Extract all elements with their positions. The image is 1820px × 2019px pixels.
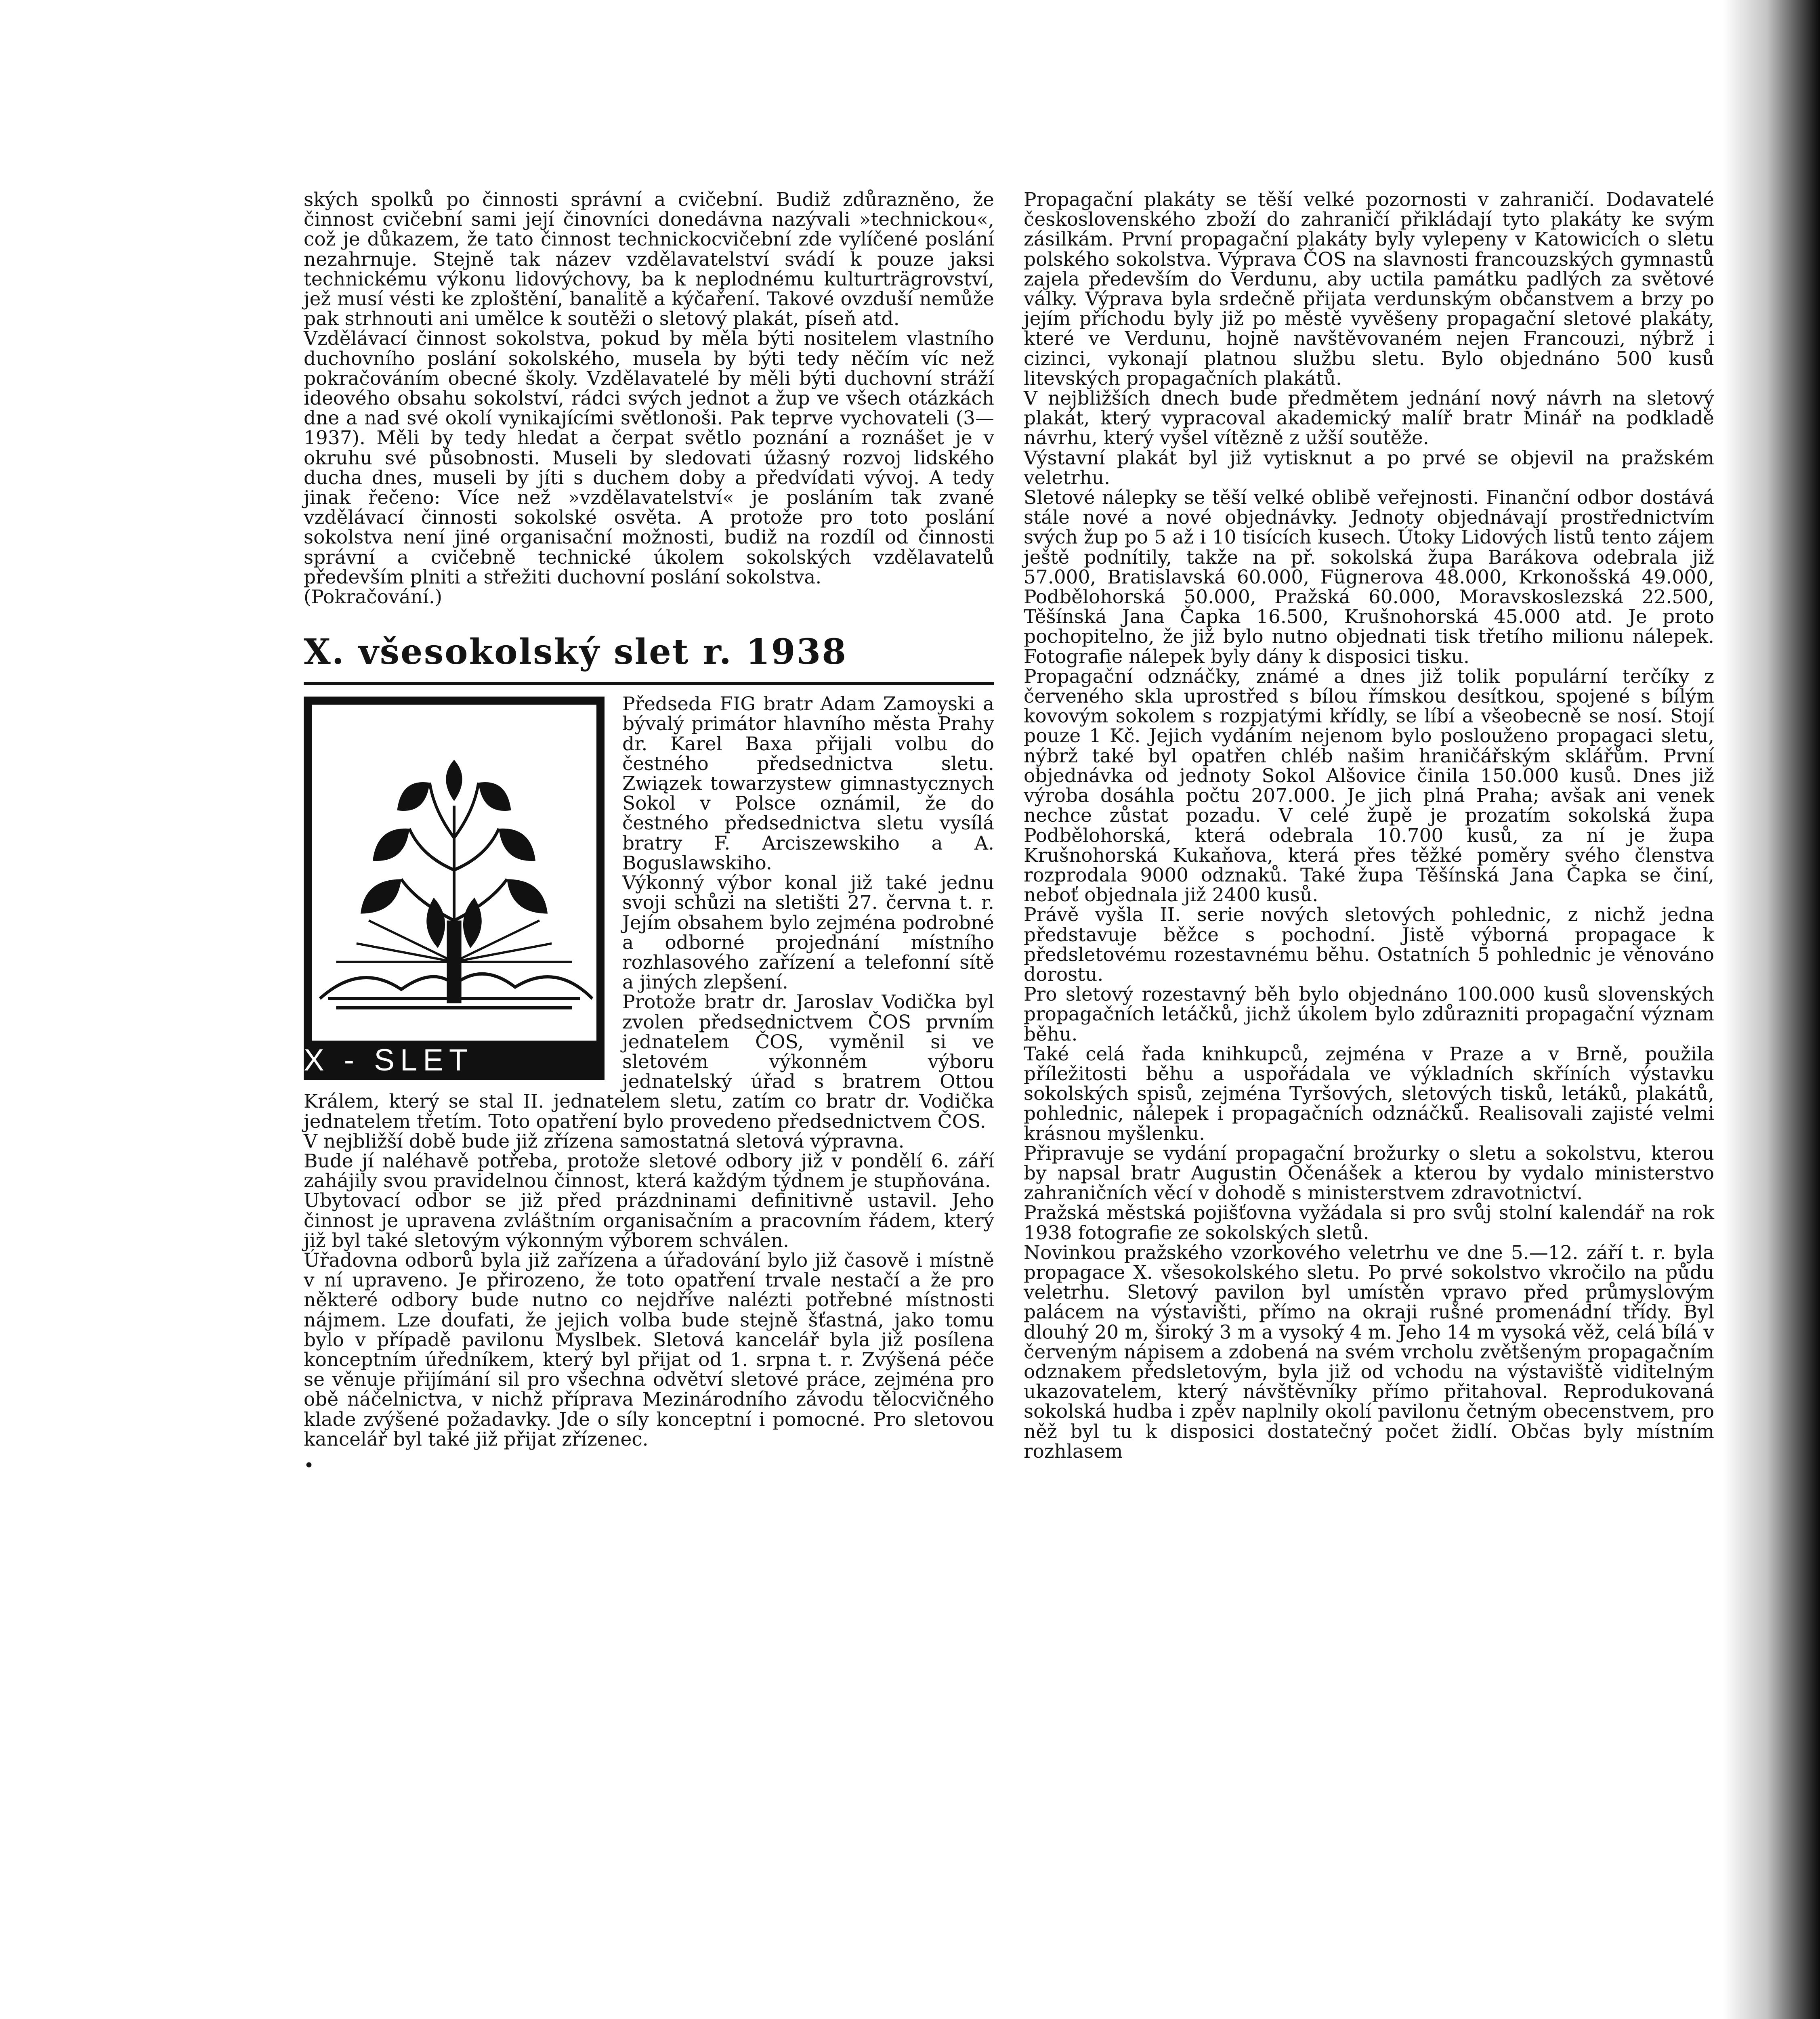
paragraph: Pražská městská pojišťovna vyžádala si pro svůj stolní kalendář na rok 1938 fotografie ze sokolských sletů.: [1024, 1202, 1714, 1244]
left-column: [304, 190, 994, 1475]
paragraph: Výstavní plakát byl již vytisknut a po prvé se objevil na pražském veletrhu.: [1024, 447, 1714, 489]
logo-caption: X - SLET: [304, 1041, 605, 1080]
paragraph: Vzdělávací činnost sokolstva, pokud by měla býti nositelem vlastního duchovního poslání sokolského, musela by býti tedy něčím víc než pokračováním obecné školy. Vzdělavatelé by měli býti duchovní stráží ideového obsahu sokolství, rádci svých jednot a žup ve všech otázkách dne a nad své okolí vynikajícími světlonoši. Pak teprve vychovateli (3—1937). Měli by tedy hledat a čerpat světlo poznání a roznášet je v okruhu své působnosti. Museli by sledovati úžasný rozvoj lidského ducha dnes, museli by jíti s duchem doby a předvídati vývoj. A tedy jinak řečeno: Více než »vzdělavatelství« je posláním tak zvané vzdělávací činnosti sokolské osvěta. A protože pro toto poslání sokolstva není jiné organisační možnosti, budiž na rozdíl od činnosti správní a cvičebně technické úkolem sokolských vzdělavatelů především plniti a střežiti duchovní poslání sokolstva.: [304, 327, 994, 588]
tree-illustration: [309, 702, 599, 1075]
paragraph: Předseda FIG bratr Adam Zamoyski a bývalý primátor hlavního města Prahy dr. Karel Baxa přijali volbu do čestného předsednictva sletu. Związek towarzystew gimnastycznych Sokol v Polsce oznámil, že do čestného předsednictva sletu vysílá bratry F. Arciszewskiho a A. Boguslawskiho.: [622, 693, 994, 874]
paragraph: Také celá řada knihkupců, zejména v Praze a v Brně, použila příležitosti běhu a uspořádala ve výkladních skříních výstavku sokolských spisů, zejména Tyršových, sletových tisků, letáků, plakátů, pohlednic, nálepek i propagačních odznáčků. Realisovali zajisté velmi krásnou myšlenku.: [1024, 1043, 1714, 1145]
paragraph: Připravuje se vydání propagační brožurky o sletu a sokolstvu, kterou by napsal bratr Augustin Očenášek a kterou by vydalo ministerstvo zahraničních věcí v dohodě s ministerstvem zdravotnictví.: [1024, 1142, 1714, 1205]
paragraph: Propagační plakáty se těší velké pozornosti v zahraničí. Dodavatelé československého zboží do zahraničí přikládají tyto plakáty ke svým zásilkám. První propagační plakáty byly vylepeny v Katowicích o sletu polského sokolstva. Výprava ČOS na slavnosti francouzských gymnastů zajela především do Verdunu, aby uctila památku padlých za světové války. Výprava byla srdečně přijata verdunským občanstvem a brzy po jejím příchodu byly již po městě vyvěšeny propagační sletové plakáty, které ve Verdunu, hojně navštěvovaném nejen Francouzi, nýbrž i cizinci, vykonají platnou službu sletu. Bylo objednáno 500 kusů litevských propagačních plakátů.: [1024, 189, 1714, 390]
headline-rule: [304, 682, 994, 685]
paragraph: Protože bratr dr. Jaroslav Vodička byl zvolen předsednictvem ČOS prvním jednatelem ČOS, vyměnil si ve sletovém výkonném výboru jednatelský úřad s bratrem Ottou Králem, který se stal II. jednatelem sletu, zatím co bratr dr. Vodička jednatelem třetím. Toto opatření bylo provedeno předsednictvem ČOS.: [304, 991, 994, 1133]
end-bullet: •: [304, 1455, 314, 1476]
paragraph: Bude jí naléhavě potřeba, protože sletové odbory již v pondělí 6. září zahájily svou pravidelnou činnost, která každým týdnem je stupňována.: [304, 1150, 994, 1192]
paragraph: Výkonný výbor konal již také jednu svoji schůzi na sletišti 27. června t. r. Jejím obsahem bylo zejména podrobné a odborné projednání místního rozhlasového zařízení a telefonní sítě a jiných zlepšení.: [622, 872, 994, 994]
paragraph: Novinkou pražského vzorkového veletrhu ve dne 5.—12. září t. r. byla propagace X. všesokolského sletu. Po prvé sokolstvo vkročilo na půdu veletrhu. Sletový pavilon byl umístěn vpravo před průmyslovým palácem na výstavišti, přímo na okraji rušné promenádní třídy. Byl dlouhý 20 m, široký 3 m a vysoký 4 m. Jeho 14 m vysoká věž, celá bílá v červeným nápisem a zdobená na svém vrcholu zvětšeným propagačním odznakem předsletovým, byla již od vchodu na výstaviště viditelným ukazovatelem, který návštěvníky přímo přitahoval. Reprodukovaná sokolská hudba i zpěv naplnily okolí pavilonu četným obecenstvem, pro něž byl tu k disposici dostatečný počet židlí. Občas byly místním rozhlasem: [1024, 1241, 1714, 1463]
paragraph: Právě vyšla II. serie nových sletových pohlednic, z nichž jedna představuje běžce s pochodní. Jistě výborná propagace k předsletovému rozestavnému běhu. Ostatních 5 pohlednic je věnováno dorostu.: [1024, 904, 1714, 986]
paragraph: ských spolků po činnosti správní a cvičební. Budiž zdůrazněno, že činnost cvičební sami její činovníci donedávna nazývali »technickou«, což je důkazem, že tato činnost technickocvičební zde vylíčené poslání nezahrnuje. Stejně tak název vzdělavatelství svádí k pouze jaksi technickému výkonu lidovýchovy, ba k neplodnému kulturträgrovství, jež musí vésti ke zploštění, banalitě a kýčaření. Takové ovzduší nemůže pak strhnouti ani umělce k soutěži o sletový plakát, píseň atd.: [304, 189, 994, 330]
paragraph: Ubytovací odbor se již před prázdninami definitivně ustavil. Jeho činnost je upravena zvláštním organisačním a pracovním řádem, který již byl také sletovým výkonným výborem schválen.: [304, 1190, 994, 1252]
continued-note: (Pokračování.): [304, 586, 443, 609]
paragraph: V nejbližší době bude již zřízena samostatná sletová výpravna.: [304, 1130, 905, 1152]
binding-shadow: [1723, 0, 1820, 2019]
section-headline: X. všesokolský slet r. 1938: [304, 632, 848, 673]
paragraph: Propagační odznáčky, známé a dnes již tolik populární terčíky z červeného skla uprostřed s bílou římskou desítkou, spojené s bílým kovovým sokolem s rozpjatými křídly, se líbí a všeobecně se nosí. Stojí pouze 1 Kč. Jejich vydáním nejenom bylo poslouženo propagaci sletu, nýbrž také byl opatřen chléb našim hraničářským sklářům. První objednávka od jednoty Sokol Alšovice činila 150.000 kusů. Dnes již výroba dosáhla počtu 207.000. Je jich plná Praha; avšak ani venek nechce zůstat pozadu. V celé župě je prozatím sokolská župa Podbělohorská, která odebrala 10.700 kusů, za ní je župa Krušnohorská Kukaňova, která přes těžké poměry svého členstva rozprodala 9000 odznaků. Také župa Těšínská Jana Čapka se činí, neboť objednala již 2400 kusů.: [1024, 665, 1714, 907]
paragraph: Sletové nálepky se těší velké oblibě veřejnosti. Finanční odbor dostává stále nové a nové objednávky. Jednoty objednávají prostřednictvím svých žup po 5 až i 10 tisících kusech. Útoky Lidových listů tento zájem ještě podnítily, takže na př. sokolská župa Barákova odebrala již 57.000, Bratislavská 60.000, Fügnerova 48.000, Krkonošská 49.000, Podbělohorská 50.000, Pražská 60.000, Moravskoslezská 22.500, Těšínská Jana Čapka 16.500, Krušnohorská 45.000 atd. Je proto pochopitelno, že již bylo nutno objednati tisk třetího milionu nálepek. Fotografie nálepek byly dány k disposici tisku.: [1024, 487, 1714, 668]
right-column: [1024, 190, 1714, 1461]
paragraph: Úřadovna odborů byla již zařízena a úřadování bylo již časově i místně v ní upraveno. Je přirozeno, že toto opatření trvale nestačí a že pro některé odbory bude nutno co nejdříve nalézti potřebné místnosti nájmem. Lze doufati, že jejich volba bude stejně šťastná, jako tomu bylo v případě pavilonu Myslbek. Sletová kancelář byla již posílena konceptním úředníkem, který byl přijat od 1. srpna t. r. Zvýšená péče se věnuje přijímání sil pro všechna odvětví sletové práce, zejména pro obě náčelnictva, v nichž příprava Mezinárodního závodu tělocvičného klade zvýšené požadavky. Jde o síly konceptní i pomocné. Pro sletovou kancelář byl také již přijat zřízenec.: [304, 1249, 994, 1450]
slet-logo: [304, 697, 605, 1080]
paragraph: Pro sletový rozestavný běh bylo objednáno 100.000 kusů slovenských propagačních letáčků, jichž úkolem bylo zdůrazniti propagační význam běhu.: [1024, 983, 1714, 1045]
paragraph: V nejbližších dnech bude předmětem jednání nový návrh na sletový plakát, který vypracoval akademický malíř bratr Minář na podkladě návrhu, který vyšel vítězně z užší soutěže.: [1024, 387, 1714, 449]
